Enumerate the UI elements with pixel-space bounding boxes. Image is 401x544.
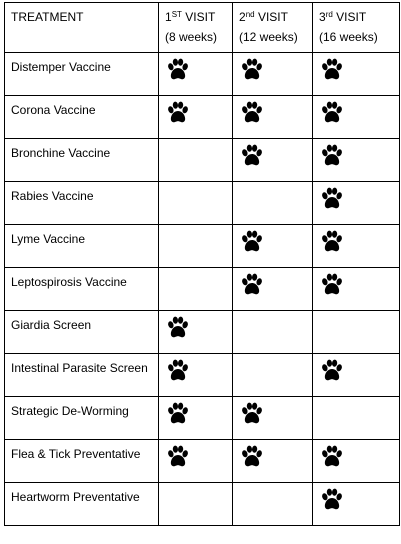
treatment-row (5, 311, 400, 354)
treatment-name: Strategic De-Worming (5, 397, 159, 440)
visit-1-label: VISIT (185, 10, 216, 24)
visit-1-column-header (159, 3, 233, 53)
visit-2-number: 2 (239, 10, 246, 24)
paw-print-icon (165, 72, 191, 86)
visit-1-cell (159, 225, 233, 268)
treatment-row (5, 440, 400, 483)
paw-print-icon (239, 158, 265, 172)
visit-2-age: (12 weeks) (239, 30, 298, 44)
vaccination-schedule-table (4, 2, 400, 526)
visit-2-cell (233, 354, 313, 397)
visit-1-cell (159, 182, 233, 225)
schedule-body (5, 53, 400, 526)
visit-3-column-header (313, 3, 400, 53)
treatment-row (5, 354, 400, 397)
visit-3-cell (313, 268, 400, 311)
visit-1-suffix: ST (171, 10, 182, 19)
treatment-name: Rabies Vaccine (5, 182, 159, 225)
treatment-row (5, 53, 400, 96)
visit-3-suffix: rd (325, 10, 333, 19)
treatment-name: Giardia Screen (5, 311, 159, 354)
visit-2-cell (233, 53, 313, 96)
paw-print-icon (239, 459, 265, 473)
visit-3-cell (313, 483, 400, 526)
paw-print-icon (165, 330, 191, 344)
visit-3-cell (313, 139, 400, 182)
treatment-row (5, 397, 400, 440)
paw-print-icon (239, 416, 265, 430)
visit-3-cell (313, 182, 400, 225)
visit-1-cell (159, 397, 233, 440)
visit-1-cell (159, 139, 233, 182)
visit-3-age: (16 weeks) (319, 30, 378, 44)
paw-print-icon (239, 287, 265, 301)
paw-print-icon (319, 373, 345, 387)
paw-print-icon (239, 72, 265, 86)
paw-print-icon (319, 158, 345, 172)
paw-print-icon (319, 72, 345, 86)
paw-print-icon (239, 115, 265, 129)
treatment-name: Bronchine Vaccine (5, 139, 159, 182)
visit-3-cell (313, 225, 400, 268)
paw-print-icon (319, 115, 345, 129)
treatment-name: Flea & Tick Preventative (5, 440, 159, 483)
paw-print-icon (319, 502, 345, 516)
treatment-column-header: TREATMENT (5, 3, 159, 53)
visit-2-cell (233, 139, 313, 182)
visit-3-cell (313, 354, 400, 397)
treatment-row (5, 139, 400, 182)
visit-2-cell (233, 225, 313, 268)
visit-2-cell (233, 440, 313, 483)
visit-3-cell (313, 311, 400, 354)
paw-print-icon (165, 459, 191, 473)
treatment-row (5, 268, 400, 311)
treatment-name: Lyme Vaccine (5, 225, 159, 268)
visit-1-cell (159, 96, 233, 139)
paw-print-icon (165, 115, 191, 129)
treatment-name: Distemper Vaccine (5, 53, 159, 96)
visit-2-cell (233, 311, 313, 354)
visit-1-cell (159, 53, 233, 96)
visit-3-cell (313, 53, 400, 96)
visit-2-column-header (233, 3, 313, 53)
visit-2-cell (233, 268, 313, 311)
visit-1-cell (159, 440, 233, 483)
visit-1-cell (159, 483, 233, 526)
treatment-row (5, 483, 400, 526)
treatment-name: Corona Vaccine (5, 96, 159, 139)
paw-print-icon (165, 416, 191, 430)
visit-3-number: 3 (319, 10, 326, 24)
paw-print-icon (165, 373, 191, 387)
visit-3-cell (313, 96, 400, 139)
treatment-name: Heartworm Preventative (5, 483, 159, 526)
treatment-row (5, 96, 400, 139)
paw-print-icon (319, 201, 345, 215)
paw-print-icon (319, 459, 345, 473)
header-row (5, 3, 400, 53)
visit-1-cell (159, 354, 233, 397)
visit-3-cell (313, 440, 400, 483)
visit-2-cell (233, 483, 313, 526)
visit-2-cell (233, 182, 313, 225)
visit-1-age: (8 weeks) (165, 30, 218, 44)
visit-1-number: 1 (165, 10, 172, 24)
visit-2-suffix: nd (245, 10, 255, 19)
treatment-row (5, 225, 400, 268)
treatment-row (5, 182, 400, 225)
treatment-name: Intestinal Parasite Screen (5, 354, 159, 397)
paw-print-icon (239, 244, 265, 258)
visit-2-cell (233, 397, 313, 440)
paw-print-icon (319, 287, 345, 301)
visit-2-label: VISIT (257, 10, 288, 24)
visit-1-cell (159, 268, 233, 311)
visit-2-cell (233, 96, 313, 139)
treatment-name: Leptospirosis Vaccine (5, 268, 159, 311)
visit-3-cell (313, 397, 400, 440)
visit-3-label: VISIT (336, 10, 367, 24)
visit-1-cell (159, 311, 233, 354)
paw-print-icon (319, 244, 345, 258)
